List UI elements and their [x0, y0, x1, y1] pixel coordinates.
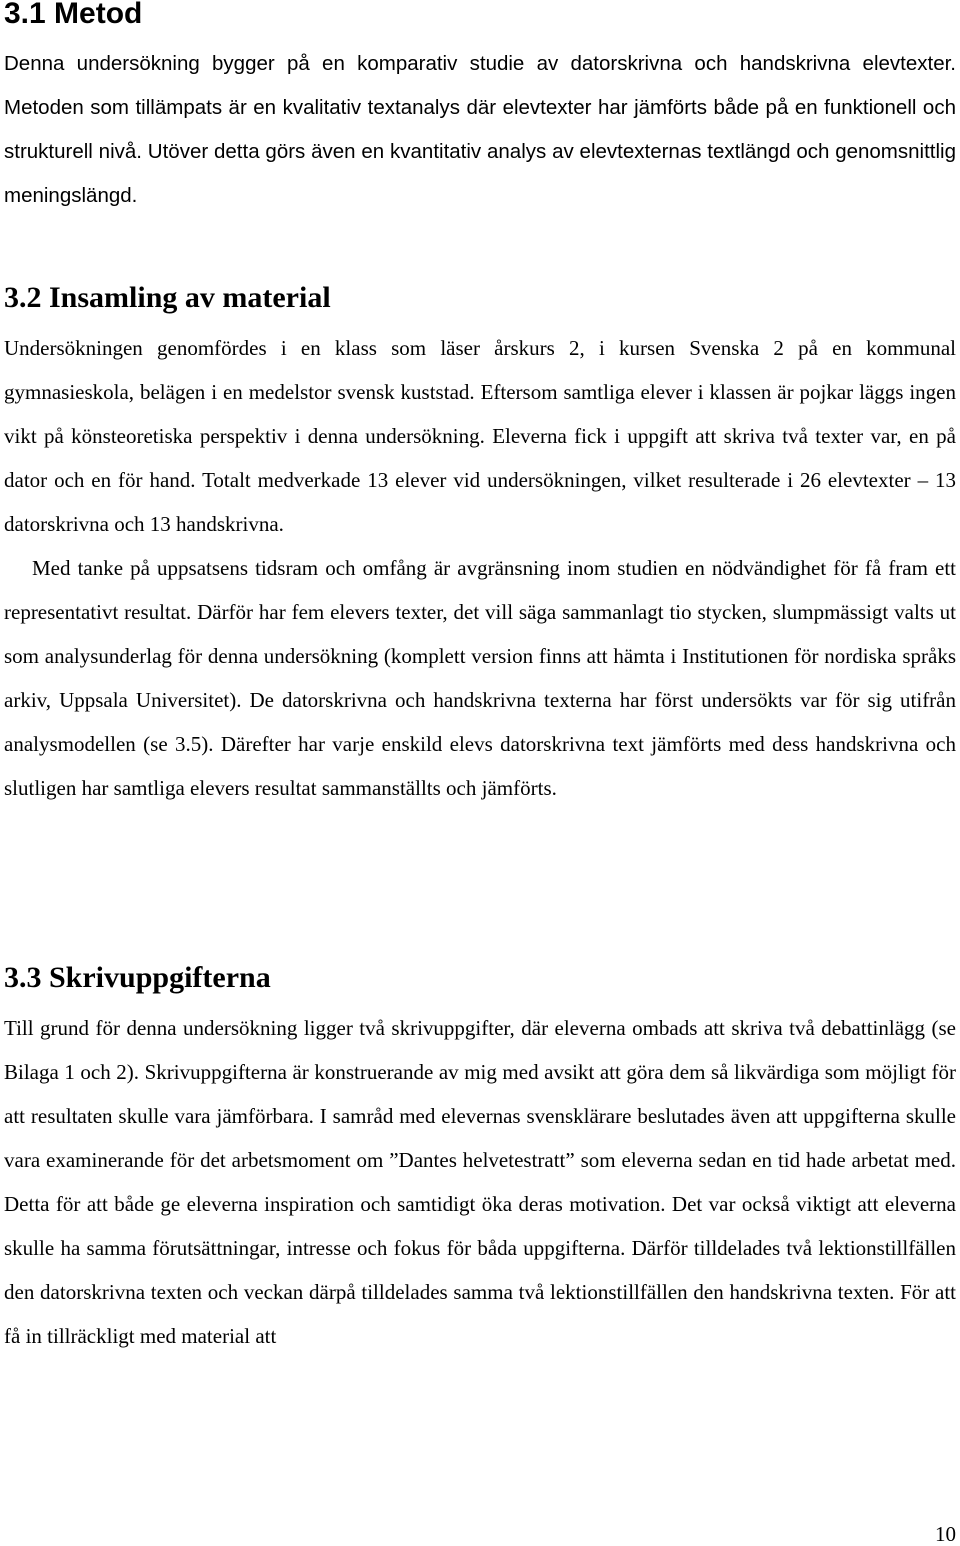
section-paragraph: Till grund för denna undersökning ligger två skrivuppgifter, där eleverna ombads att skriva två debattinlägg (se Bilaga 1 och 2). Skrivuppgifterna är konstruerande av mig med avsikt att göra dem så likvärdiga som möjligt för att resultaten skulle vara jämförbara. I samråd med elevernas svensklärare beslutades även att uppgifterna skulle vara examinerande för det arbetsmoment om ”Dantes helvetestratt” som eleverna sedan en tid hade arbetat med. Detta för att både ge eleverna inspiration och samtidigt öka deras motivation. Det var också viktigt att eleverna skulle ha samma förutsättningar, intresse och fokus för båda uppgifterna. Därför tilldelades två lektionstillfällen den datorskrivna texten och veckan därpå tilldelades samma två lektionstillfällen den handskrivna texten. För att få in tillräckligt med material att	[4, 1016, 956, 1348]
section-paragraph: Denna undersökning bygger på en komparativ studie av datorskrivna och handskrivna elevtexter. Metoden som tillämpats är en kvalitativ textanalys där elevtexter har jämförts både på en funktionell och strukturell nivå. Utöver detta görs även en kvantitativ analys av elevtexternas textlängd och genomsnittlig meningslängd.	[4, 52, 956, 207]
section-heading: 3.1 Metod	[4, 0, 143, 30]
section-skrivuppgifterna	[4, 958, 956, 1358]
page-number: 10	[935, 1522, 956, 1546]
section-heading: 3.2 Insamling av material	[4, 281, 331, 314]
section-metod	[4, 0, 956, 218]
section-insamling-av-material	[4, 278, 956, 810]
section-heading: 3.3 Skrivuppgifterna	[4, 961, 271, 994]
section-paragraph: Undersökningen genomfördes i en klass som läser årskurs 2, i kursen Svenska 2 på en kommunal gymnasieskola, belägen i en medelstor svensk kuststad. Eftersom samtliga elever i klassen är pojkar läggs ingen vikt på könsteoretiska perspektiv i denna undersökning. Eleverna fick i uppgift att skriva två texter var, en på dator och en för hand. Totalt medverkade 13 elever vid undersökningen, vilket resulterade i 26 elevtexter – 13 datorskrivna och 13 handskrivna.	[4, 336, 956, 536]
section-paragraph: Med tanke på uppsatsens tidsram och omfång är avgränsning inom studien en nödvändighet för få fram ett representativt resultat. Därför har fem elevers texter, det vill säga sammanlagt tio stycken, slumpmässigt valts ut som analysunderlag för denna undersökning (komplett version finns att hämta i Institutionen för nordiska språks arkiv, Uppsala Universitet). De datorskrivna och handskrivna texterna har först undersökts var för sig utifrån analysmodellen (se 3.5). Därefter har varje enskild elevs datorskrivna text jämförts med dess handskrivna och slutligen har samtliga elevers resultat sammanställts och jämförts.	[4, 556, 956, 800]
